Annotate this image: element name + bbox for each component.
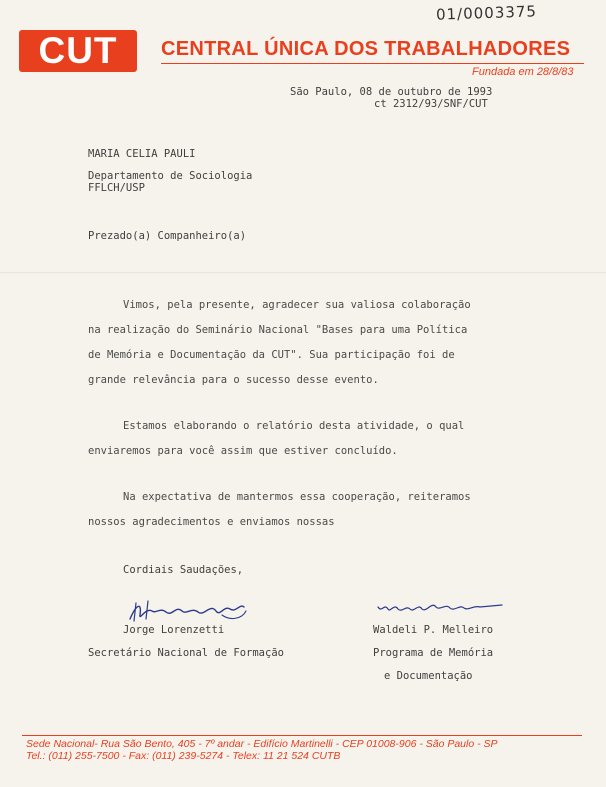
signatory-right-title: e Documentação — [384, 670, 473, 682]
paragraph2-line: Estamos elaborando o relatório desta atividade, o qual — [123, 420, 465, 432]
reference-number: ct 2312/93/SNF/CUT — [374, 98, 488, 110]
salutation: Prezado(a) Companheiro(a) — [88, 230, 247, 242]
paper-fold — [0, 272, 606, 274]
paragraph3-line: nossos agradecimentos e enviamos nossas — [88, 516, 335, 528]
recipient-institution: FFLCH/USP — [88, 182, 145, 194]
archive-id: 01/0003375 — [435, 2, 538, 24]
signatory-left-title: Secretário Nacional de Formação — [88, 647, 284, 659]
paragraph2-line: enviaremos para você assim que estiver concluído. — [88, 445, 398, 457]
signature-right — [376, 599, 506, 619]
recipient-department: Departamento de Sociologia — [88, 170, 253, 182]
closing: Cordiais Saudações, — [123, 564, 244, 576]
founded-date: Fundada em 28/8/83 — [472, 66, 574, 78]
header-rule — [161, 63, 584, 64]
place-date: São Paulo, 08 de outubro de 1993 — [290, 86, 493, 98]
signature-left — [126, 597, 252, 627]
signatory-right-name: Waldeli P. Melleiro — [373, 624, 494, 636]
org-name: CENTRAL ÚNICA DOS TRABALHADORES — [161, 38, 571, 60]
paragraph1-line: na realização do Seminário Nacional "Bases para uma Política — [88, 324, 468, 336]
paragraph1-line: de Memória e Documentação da CUT". Sua participação foi de — [88, 349, 455, 361]
footer-rule — [22, 735, 582, 736]
footer-contacts: Tel.: (011) 255-7500 - Fax: (011) 239-5274 - Telex: 11 21 524 CUTB — [26, 750, 341, 762]
recipient-name: MARIA CELIA PAULI — [88, 148, 196, 160]
signatory-right-title: Programa de Memória — [373, 647, 494, 659]
cut-logo: CUT — [19, 30, 137, 72]
footer-address: Sede Nacional- Rua São Bento, 405 - 7º andar - Edifício Martinelli - CEP 01008-906 - São Paulo - SP — [26, 738, 498, 750]
signatory-left-name: Jorge Lorenzetti — [123, 624, 225, 636]
paragraph1-line: grande relevância para o sucesso desse evento. — [88, 374, 379, 386]
paragraph1-line: Vimos, pela presente, agradecer sua valiosa colaboração — [123, 299, 471, 311]
paragraph3-line: Na expectativa de mantermos essa cooperação, reiteramos — [123, 491, 471, 503]
